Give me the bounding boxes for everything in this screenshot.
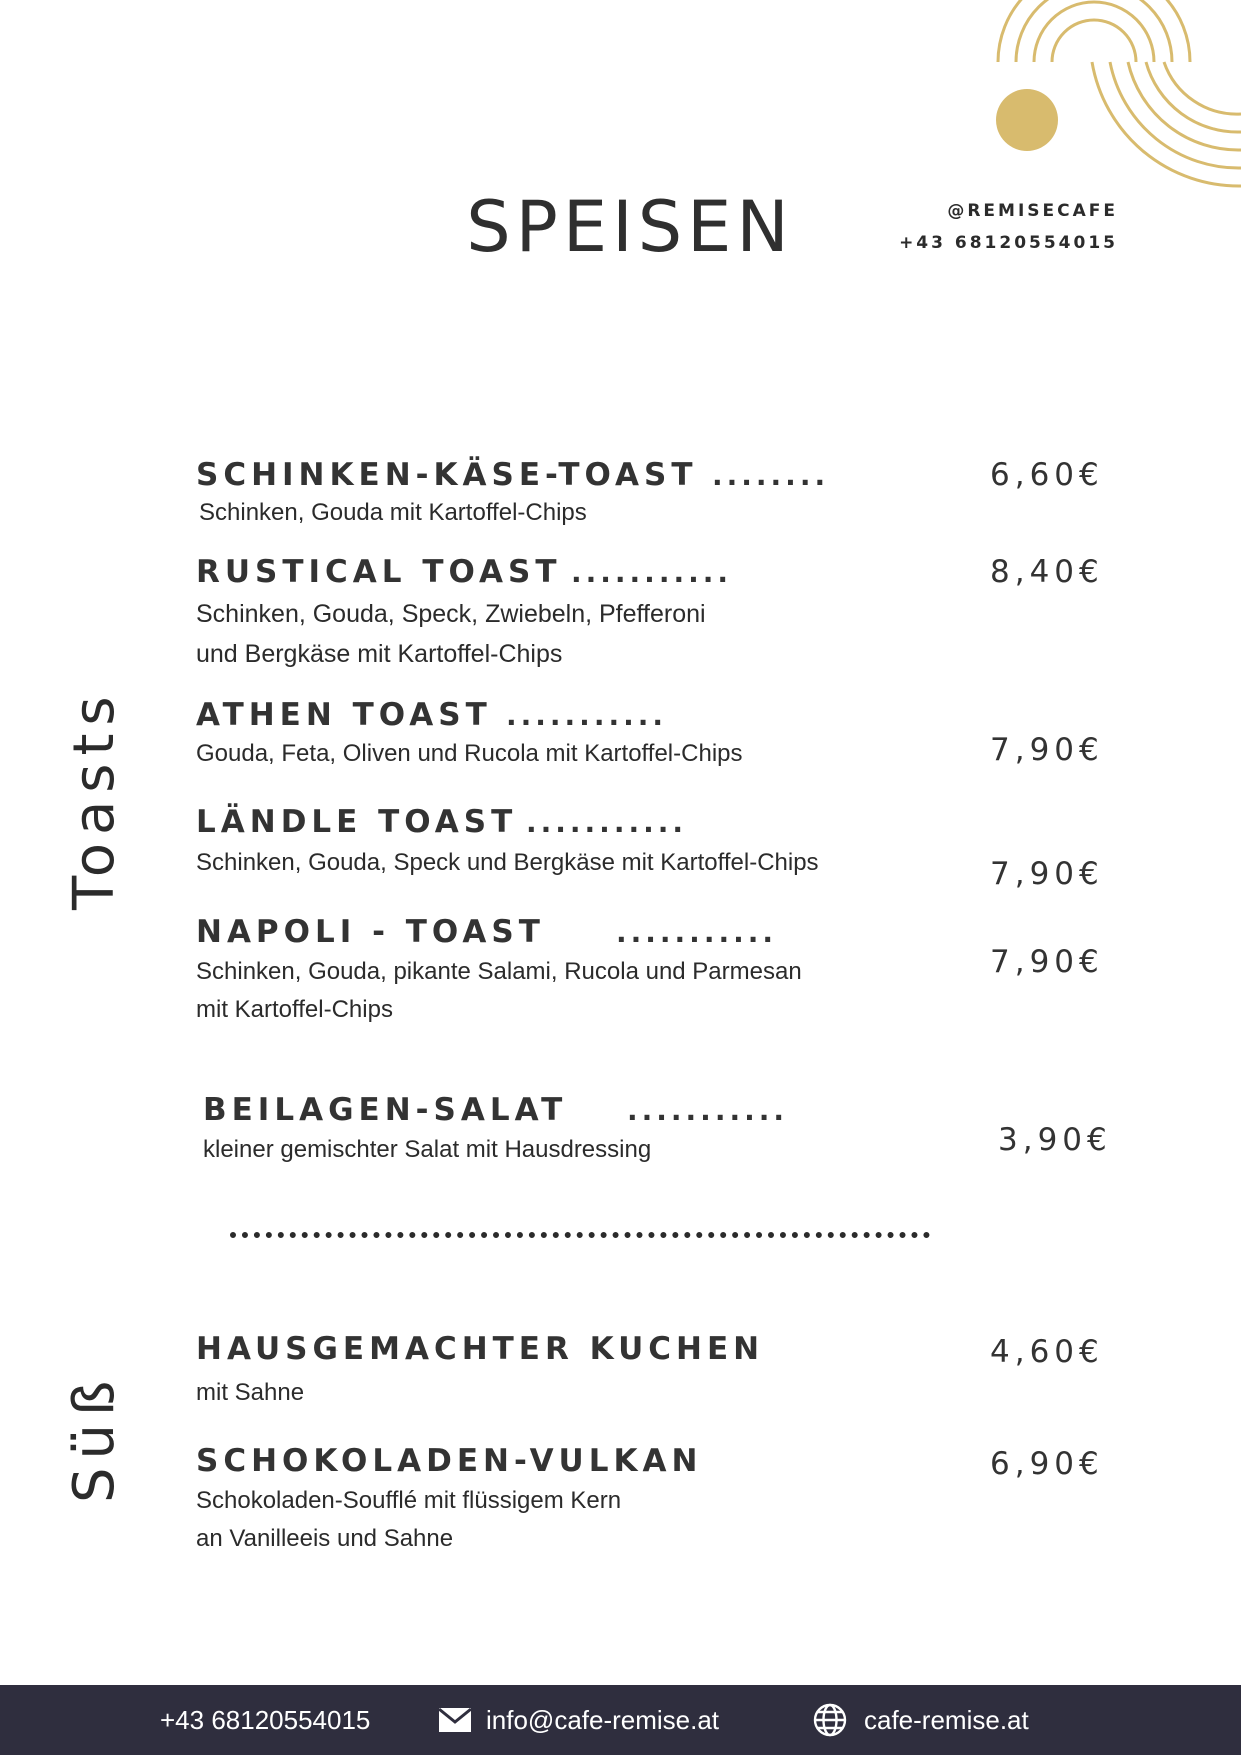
menu-item-name: BEILAGEN-SALAT — [203, 1092, 568, 1128]
menu-item-price: 8,40€ — [990, 554, 1104, 590]
menu-item-price: 4,60€ — [990, 1334, 1104, 1370]
leader-dots: ........... — [616, 916, 778, 949]
menu-item-price: 7,90€ — [990, 944, 1104, 980]
menu-item-description: Schinken, Gouda, pikante Salami, Rucola und Parmesan — [196, 958, 802, 985]
footer-phone-text: +43 68120554015 — [160, 1704, 371, 1735]
page-title: SPEISEN — [466, 186, 794, 268]
footer-email[interactable] — [438, 1685, 719, 1755]
menu-item-price: 6,60€ — [990, 457, 1104, 493]
menu-item-description: mit Sahne — [196, 1379, 305, 1406]
menu-item-description: Gouda, Feta, Oliven und Rucola mit Kartoffel-Chips — [196, 740, 743, 767]
menu-item-description: Schinken, Gouda, Speck, Zwiebeln, Pfefferoni — [196, 600, 706, 628]
menu-item-description: kleiner gemischter Salat mit Hausdressing — [203, 1136, 652, 1163]
footer-email-text: info@cafe-remise.at — [486, 1704, 720, 1735]
menu-item-name: SCHOKOLADEN-VULKAN — [196, 1443, 703, 1479]
menu-item-description: an Vanilleeis und Sahne — [196, 1525, 454, 1552]
menu-item-name: SCHINKEN-KÄSE-TOAST — [196, 457, 698, 493]
menu-item-name: NAPOLI - TOAST — [196, 914, 545, 950]
menu-item-price: 7,90€ — [990, 732, 1104, 768]
menu-item-description: mit Kartoffel-Chips — [196, 996, 393, 1023]
section-label-sweet: Süß — [62, 1372, 127, 1503]
footer-website[interactable] — [812, 1685, 1029, 1755]
menu-item-price: 3,90€ — [998, 1122, 1112, 1158]
footer-bar — [0, 1685, 1241, 1755]
header-phone[interactable]: +43 68120554015 — [899, 233, 1118, 253]
globe-icon — [812, 1702, 848, 1738]
menu-item-description: Schinken, Gouda, Speck und Bergkäse mit Kartoffel-Chips — [196, 849, 819, 876]
menu-item-description: und Bergkäse mit Kartoffel-Chips — [196, 640, 563, 668]
menu-item-name: ATHEN TOAST — [196, 697, 492, 733]
leader-dots: ........ — [712, 459, 830, 492]
menu-item-price: 7,90€ — [990, 856, 1104, 892]
menu-item-name: HAUSGEMACHTER KUCHEN — [196, 1331, 765, 1367]
contact-block — [899, 195, 1118, 259]
decorative-arcs-graphic — [0, 0, 1241, 200]
section-label-toasts: Toasts — [62, 688, 127, 910]
footer-website-text: cafe-remise.at — [864, 1704, 1029, 1735]
mail-icon — [438, 1707, 472, 1733]
leader-dots: ........... — [571, 556, 733, 589]
social-handle[interactable]: @REMISECAFE — [947, 201, 1118, 221]
section-divider — [230, 1232, 930, 1238]
menu-item-price: 6,90€ — [990, 1446, 1104, 1482]
menu-item-name: RUSTICAL TOAST — [196, 554, 562, 590]
footer-phone[interactable] — [160, 1685, 370, 1755]
menu-item-description: Schinken, Gouda mit Kartoffel-Chips — [199, 499, 587, 526]
leader-dots: ........... — [627, 1094, 789, 1127]
leader-dots: ........... — [526, 806, 688, 839]
menu-item-description: Schokoladen-Soufflé mit flüssigem Kern — [196, 1487, 622, 1514]
menu-item-name: LÄNDLE TOAST — [196, 804, 518, 840]
leader-dots: ........... — [506, 699, 668, 732]
